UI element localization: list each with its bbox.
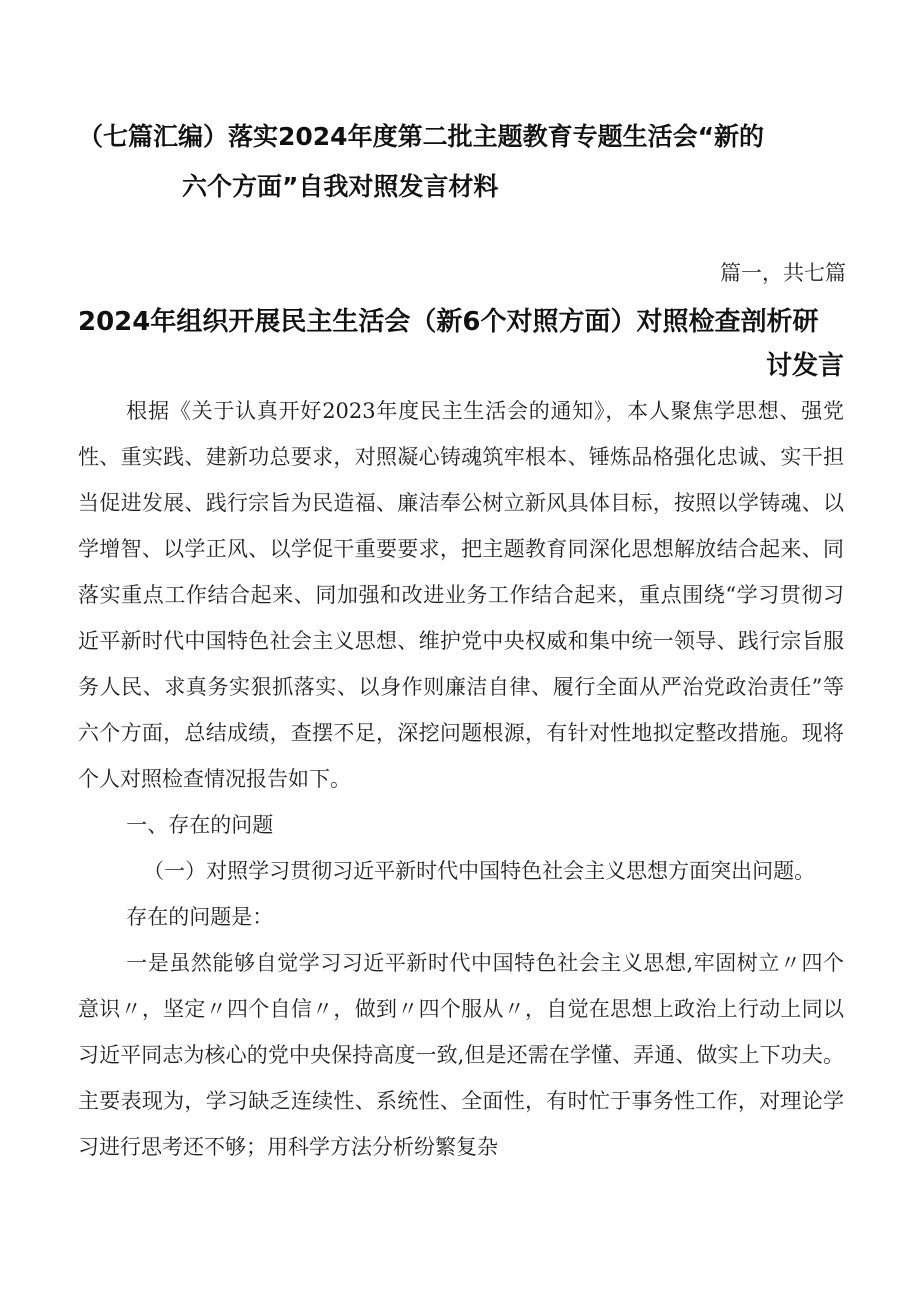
section-title-line-2: 讨发言: [765, 351, 844, 381]
document-title-line-2: 六个方面”自我对照发言材料: [182, 172, 499, 201]
section-title: [78, 300, 844, 388]
problems-heading: 一、存在的问题: [126, 813, 274, 837]
problems-subheading-1: （一）对照学习贯彻习近平新时代中国特色社会主义思想方面突出问题。: [143, 859, 816, 883]
document-title-line-1: （七篇汇编）落实2024年度第二批主题教育专题生活会“新的: [78, 122, 765, 151]
section-title-line-1: 2024年组织开展民主生活会（新6个对照方面）对照检查剖析研: [78, 307, 819, 337]
document-title: [78, 112, 858, 212]
intro-paragraph: 根据《关于认真开好2023年度民主生活会的通知》，本人聚焦学思想、强党性、重实践、建新功总要求，对照凝心铸魂筑牢根本、锤炼品格强化忠诚、实干担当促进发展、践行宗旨为民造福、廉洁奉公树立新风具体目标，按照以学铸魂、以学增智、以学正风、以学促干重要要求，把主题教育同深化思想解放结合起来、同落实重点工作结合起来、同加强和改进业务工作结合起来，重点围绕“学习贯彻习近平新时代中国特色社会主义思想、维护党中央权威和集中统一领导、践行宗旨服务人民、求真务实狠抓落实、以身作则廉洁自律、履行全面从严治党政治责任”等六个方面，总结成绩，查摆不足，深挖问题根源，有针对性地拟定整改措施。现将个人对照检查情况报告如下。: [78, 399, 844, 791]
body-text: [78, 388, 844, 1170]
problems-lead-in: 存在的问题是：: [126, 905, 274, 929]
problem-item-1: 一是虽然能够自觉学习习近平新时代中国特色社会主义思想,牢固树立〃四个意识〃，坚定〃四个自信〃，做到〃四个服从〃，自觉在思想上政治上行动上同以习近平同志为核心的党中央保持高度一致,但是还需在学懂、弄通、做实上下功夫。主要表现为，学习缺乏连续性、系统性、全面性，有时忙于事务性工作，对理论学习进行思考还不够；用科学方法分析纷繁复杂: [78, 951, 844, 1159]
part-label: 篇一，共七篇: [720, 261, 846, 285]
